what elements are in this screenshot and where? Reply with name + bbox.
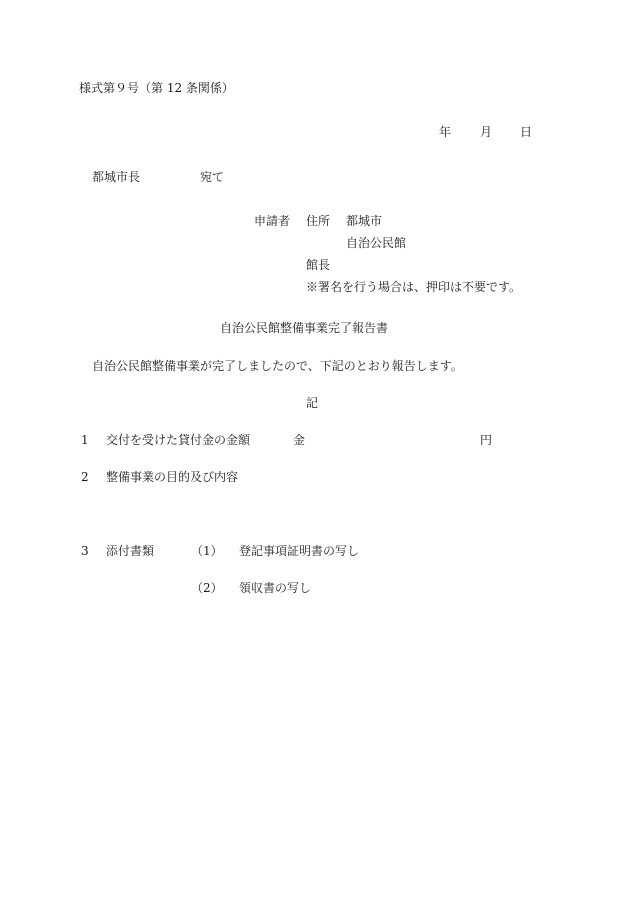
item-number: 3 [81,544,89,558]
date-month-label: 月 [480,125,493,139]
applicant-title: 館長 [306,258,331,272]
amount-prefix: 金 [293,433,306,447]
attachment-2-number: （2） [191,581,223,595]
amount-suffix: 円 [480,433,493,447]
date-day-label: 日 [520,125,533,139]
form-number: 様式第９号（第 12 条関係） [79,81,234,95]
item-label: 添付書類 [106,544,155,558]
attachment-2-text: 領収書の写し [239,581,312,595]
item-label: 整備事業の目的及び内容 [106,470,239,484]
attachment-1-text: 登記事項証明書の写し [239,544,360,558]
item-number: 1 [81,433,89,447]
ki-marker: 記 [306,396,319,410]
attachment-1-number: （1） [191,544,223,558]
item-number: 2 [81,470,89,484]
address-label: 住所 [306,214,331,228]
seal-note: ※署名を行う場合は、押印は不要です。 [306,280,522,294]
intro-text: 自治公民館整備事業が完了しましたので、下記のとおり報告します。 [92,359,463,373]
date-year-label: 年 [439,125,452,139]
addressee-name: 都城市長 [92,170,141,184]
document-title: 自治公民館整備事業完了報告書 [220,321,389,335]
item-label: 交付を受けた貸付金の金額 [106,433,251,447]
applicant-label: 申請者 [254,214,291,228]
address-value: 都城市 [346,214,383,228]
addressee-honorific: 宛て [200,170,225,184]
facility-name: 自治公民館 [346,236,407,250]
